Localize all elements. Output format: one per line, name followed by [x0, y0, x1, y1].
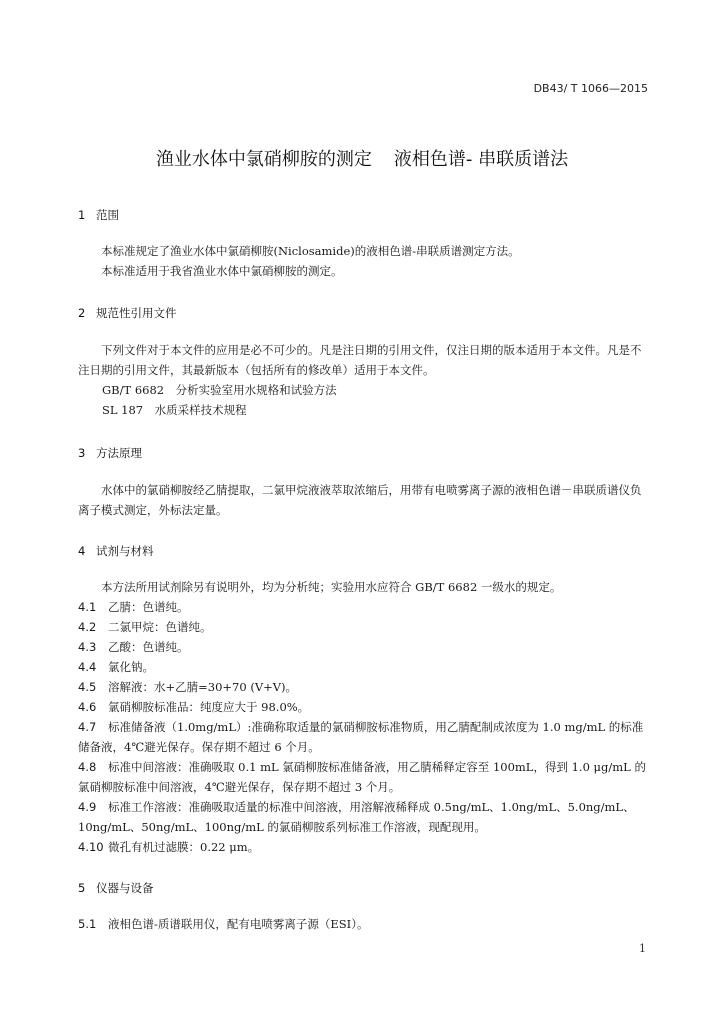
section-heading-reagents: 4 试剂与材料: [78, 544, 154, 558]
standard-code: DB43/ T 1066—2015: [533, 82, 648, 95]
document-title: [0, 145, 724, 171]
list-item: 5.1 液相色谱-质谱联用仪，配有电喷雾离子源（ESI）。: [78, 917, 369, 931]
reagents-intro: 本方法所用试剂除另有说明外，均为分析纯；实验用水应符合 GB/T 6682 一级水的规定。: [101, 580, 562, 594]
title-method: 液相色谱- 串联质谱法: [393, 149, 569, 170]
scope-paragraph-1: 本标准规定了渔业水体中氯硝柳胺(Niclosamide)的液相色谱-串联质谱测定方法。: [101, 244, 520, 258]
references-paragraph: 下列文件对于本文件的应用是必不可少的。凡是注日期的引用文件，仅注日期的版本适用于本文件。凡是不注日期的引用文件，其最新版本（包括所有的修改单）适用于本文件。: [78, 343, 642, 377]
scope-paragraph-2: 本标准适用于我省渔业水体中氯硝柳胺的测定。: [101, 264, 343, 278]
list-item: 4.7 标准储备液（1.0mg/mL）:准确称取适量的氯硝柳胺标准物质，用乙腈配制成浓度为 1.0 mg/mL 的标准储备液，4℃避光保存。保存期不超过 6 个月。: [78, 720, 644, 754]
list-item: 4.8 标准中间溶液：准确吸取 0.1 mL 氯硝柳胺标准储备液，用乙腈稀释定容至 100mL，得到 1.0 μg/mL 的氯硝柳胺标准中间溶液，4℃避光保存，保存期不超过 3 个月。: [78, 760, 646, 794]
list-item: 4.1 乙腈：色谱纯。: [78, 600, 189, 614]
section-heading-references: 2 规范性引用文件: [78, 306, 177, 320]
section-heading-instruments: 5 仪器与设备: [78, 881, 154, 895]
reference-sl187: SL 187 水质采样技术规程: [102, 403, 247, 417]
section-heading-principle: 3 方法原理: [78, 446, 142, 460]
list-item: 4.3 乙酸：色谱纯。: [78, 640, 189, 654]
principle-paragraph: 水体中的氯硝柳胺经乙腈提取，二氯甲烷液液萃取浓缩后，用带有电喷雾离子源的液相色谱－串联质谱仪负离子模式测定，外标法定量。: [78, 483, 642, 517]
page-number: 1: [639, 942, 646, 955]
list-item: 4.9 标准工作溶液：准确吸取适量的标准中间溶液，用溶解液稀释成 0.5ng/mL、1.0ng/mL、5.0ng/mL、10ng/mL、50ng/mL、100ng/mL 的氯硝柳胺系列标准工作溶液，现配现用。: [78, 800, 635, 834]
reference-gbt6682: GB/T 6682 分析实验室用水规格和试验方法: [102, 383, 337, 397]
section-heading-scope: 1 范围: [78, 208, 119, 222]
title-main: 渔业水体中氯硝柳胺的测定: [155, 149, 372, 170]
list-item: 4.10 微孔有机过滤膜：0.22 μm。: [78, 840, 260, 854]
list-item: 4.5 溶解液：水+乙腈=30+70 (V+V)。: [78, 680, 298, 694]
list-item: 4.2 二氯甲烷：色谱纯。: [78, 620, 212, 634]
list-item: 4.6 氯硝柳胺标准品：纯度应大于 98.0%。: [78, 700, 310, 714]
list-item: 4.4 氯化钠。: [78, 660, 154, 674]
